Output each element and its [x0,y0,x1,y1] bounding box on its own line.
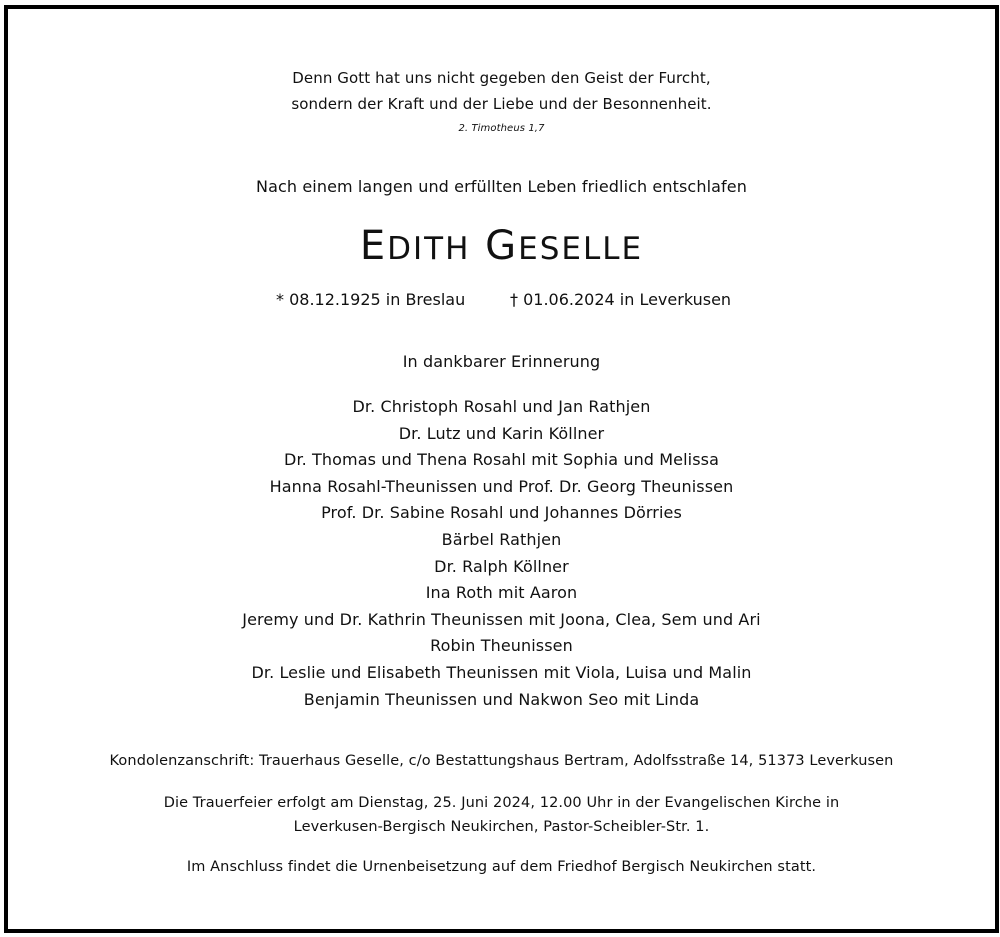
mourner-line: Dr. Thomas und Thena Rosahl mit Sophia und Melissa [284,450,719,470]
intro-text: Nach einem langen und erfüllten Leben friedlich entschlafen [256,177,747,196]
last-name-rest: ESELLE [518,231,644,267]
birth-date: * 08.12.1925 in Breslau [276,290,466,309]
obituary-frame [4,5,999,933]
bible-verse-reference: 2. Timotheus 1,7 [458,123,545,134]
bible-verse-line-2: sondern der Kraft und der Liebe und der Besonnenheit. [291,95,712,113]
funeral-info-line-1: Die Trauerfeier erfolgt am Dienstag, 25. Juni 2024, 12.00 Uhr in der Evangelischen Kirche in [163,795,840,811]
death-date: † 01.06.2024 in Leverkusen [510,290,732,309]
first-name-rest: DITH [387,231,471,267]
mourner-line: Hanna Rosahl-Theunissen und Prof. Dr. Georg Theunissen [269,476,734,496]
first-name-initial: E [359,223,388,269]
mourner-line: Dr. Ralph Köllner [434,556,569,576]
mourner-line: Bärbel Rathjen [441,530,562,549]
mourner-line: Prof. Dr. Sabine Rosahl und Johannes Dörries [321,503,682,523]
mourner-line: Jeremy und Dr. Kathrin Theunissen mit Joona, Clea, Sem und Ari [242,609,761,629]
burial-info: Im Anschluss findet die Urnenbeisetzung auf dem Friedhof Bergisch Neukirchen statt. [186,859,817,875]
mourner-line: Benjamin Theunissen und Nakwon Seo mit Linda [303,689,700,709]
deceased-name [8,223,995,269]
mourner-line: Dr. Christoph Rosahl und Jan Rathjen [352,397,651,416]
mourner-line: Dr. Lutz und Karin Köllner [398,423,605,443]
bible-verse-line-1: Denn Gott hat uns nicht gegeben den Geist der Furcht, [292,69,711,87]
last-name-initial: G [485,223,519,269]
life-dates [8,290,995,314]
condolence-address: Kondolenzanschrift: Trauerhaus Geselle, c/o Bestattungshaus Bertram, Adolfsstraße 14, 51373 Leverkusen [109,753,894,769]
mourner-line: Dr. Leslie und Elisabeth Theunissen mit Viola, Luisa und Malin [251,663,752,682]
funeral-info-line-2: Leverkusen-Bergisch Neukirchen, Pastor-Scheibler-Str. 1. [293,819,710,835]
mourner-line: Ina Roth mit Aaron [425,583,578,603]
mourner-line: Robin Theunissen [430,636,573,656]
remembrance-text: In dankbarer Erinnerung [402,352,601,371]
